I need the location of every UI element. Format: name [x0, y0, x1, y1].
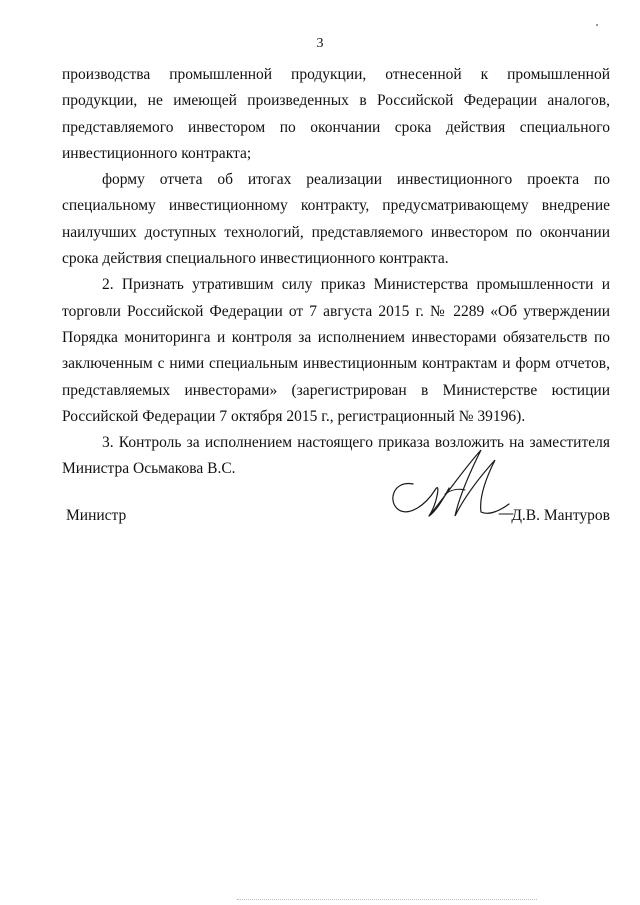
paragraph-2: форму отчета об итогах реализации инвестиционного проекта по специальному инвестиционному контракту, предусматривающему внедрение наилучших доступных технологий, представляемого инвестором по окончании срока действия специального инвестиционного контракта. [62, 171, 610, 268]
paragraph-3: 2. Признать утратившим силу приказ Министерства промышленности и торговли Российской Федерации от 7 августа 2015 г. № 2289 «Об утверждении Порядка мониторинга и контроля за исполнением инвесторами обязательств по заключенным с ними специальным инвестиционным контрактам и форм отчетов, представляемых инвесторами» (зарегистрирован в Министерстве юстиции Российской Федерации 7 октября 2015 г., регистрационный № 39196). [62, 276, 610, 425]
scan-edge-artifact [237, 899, 537, 902]
signer-title: Министр [66, 507, 127, 524]
paragraph-4: 3. Контроль за исполнением настоящего приказа возложить на заместителя Министра Осьмакова В.С. [62, 434, 610, 478]
signer-name: Д.В. Мантуров [511, 507, 610, 524]
document-body [62, 62, 610, 483]
paragraph-1: производства промышленной продукции, отнесенной к промышленной продукции, не имеющей произведенных в Российской Федерации аналогов, представляемого инвестором по окончании срока действия специального инвестиционного контракта; [62, 66, 610, 162]
page-number: 3 [316, 36, 324, 51]
signature-block [0, 507, 640, 537]
scan-speck [596, 24, 598, 26]
